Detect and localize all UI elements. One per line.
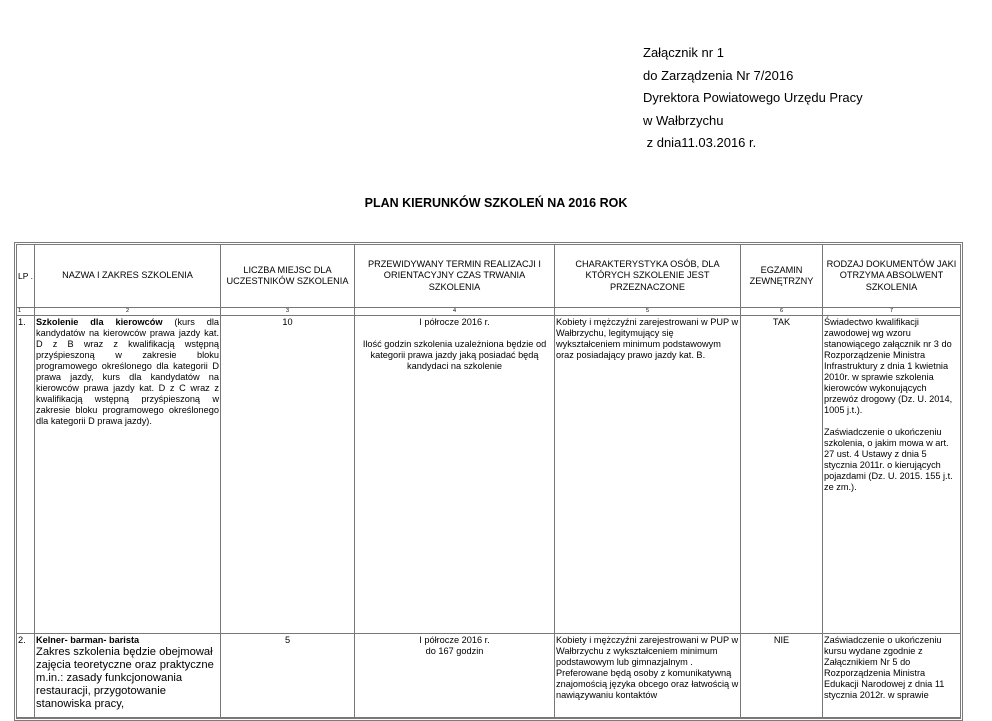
annex-line-2: do Zarządzenia Nr 7/2016 xyxy=(643,67,794,83)
row-documents xyxy=(823,316,960,634)
annex-line-4: w Wałbrzychu xyxy=(643,112,724,128)
row-places: 5 xyxy=(221,634,355,718)
document-title: PLAN KIERUNKÓW SZKOLEŃ NA 2016 ROK xyxy=(364,196,628,210)
column-number: 4 xyxy=(355,308,555,316)
row-name-description: (kurs dla kandydatów na kierowców prawa jazdy kat. D z B wraz z kwalifikacją wstępną przyśpieszoną w zakresie bloku programowego określonego dla kategorii D prawa jazdy, kurs dla kandydatów na kierowców prawa jazdy kat. D z C wraz z kwalifikacją wstępną przyśpieszoną w zakresie bloku programowego określonego dla kategorii D prawa jazdy). xyxy=(36,317,219,426)
header-row xyxy=(17,245,960,308)
row-term xyxy=(355,634,555,718)
training-plan-table xyxy=(14,242,963,721)
column-number: 3 xyxy=(221,308,355,316)
table-row xyxy=(17,634,960,718)
row-documents xyxy=(823,634,960,718)
row-name xyxy=(35,316,221,634)
header-exam: EGZAMIN ZEWNĘTRZNY xyxy=(741,245,823,308)
row-exam: TAK xyxy=(741,316,823,634)
header-name: NAZWA I ZAKRES SZKOLENIA xyxy=(35,245,221,308)
row-term-period: I półrocze 2016 r. xyxy=(419,317,490,327)
column-number: 7 xyxy=(823,308,960,316)
header-term: PRZEWIDYWANY TERMIN REALIZACJI I ORIENTACYJNY CZAS TRWANIA SZKOLENIA xyxy=(355,245,555,308)
row-term xyxy=(355,316,555,634)
row-name xyxy=(35,634,221,718)
row-name-description: Zakres szkolenia będzie obejmował zajęcia teoretyczne oraz praktyczne m.in.: zasady funkcjonowania restauracji, przygotowanie stanowiska pracy, xyxy=(36,646,214,710)
row-term-period: I półrocze 2016 r. xyxy=(419,635,490,645)
annex-line-1: Załącznik nr 1 xyxy=(643,45,724,60)
row-places: 10 xyxy=(221,316,355,634)
row-term-duration: do 167 godzin xyxy=(425,646,484,656)
table-row xyxy=(17,316,960,634)
annex-header xyxy=(643,42,863,155)
row-document-1: Świadectwo kwalifikacji zawodowej wg wzoru stanowiącego załącznik nr 3 do Rozporządzenie Ministra Infrastruktury z dnia 1 kwietnia 2010r. w sprawie szkolenia kierowców wykonujących przewóz drogowy (Dz. U. 2014, 1005 j.t.). xyxy=(824,317,953,415)
annex-line-5: z dnia11.03.2016 r. xyxy=(643,135,757,150)
row-document-2: Zaświadczenie o ukończeniu szkolenia, o jakim mowa w art. 27 ust. 4 Ustawy z dnia 5 stycznia 2011r. o kierujących pojazdami (Dz. U. 2015. 155 j.t. ze zm.). xyxy=(824,427,953,492)
column-number: 2 xyxy=(35,308,221,316)
row-document-1: Zaświadczenie o ukończeniu kursu wydane zgodnie z Załącznikiem Nr 5 do Rozporządzenia Ministra Edukacji Narodowej z dnia 11 stycznia 2012r. w sprawie xyxy=(824,635,945,700)
row-name-title: Szkolenie dla kierowców xyxy=(36,317,163,327)
column-number: 5 xyxy=(555,308,741,316)
header-places: LICZBA MIEJSC DLA UCZESTNIKÓW SZKOLENIA xyxy=(221,245,355,308)
row-term-duration: Ilość godzin szkolenia uzależniona będzie od kategorii prawa jazdy jaką posiadać będą kandydaci na szkolenie xyxy=(362,339,547,371)
annex-line-3: Dyrektora Powiatowego Urzędu Pracy xyxy=(643,90,863,105)
column-number: 1 xyxy=(17,308,35,316)
row-characteristics: Kobiety i mężczyźni zarejestrowani w PUP w Wałbrzychu, legitymujący się wykształceniem minimum podstawowym oraz posiadający prawo jazdy kat. B. xyxy=(555,316,741,634)
row-lp: 1. xyxy=(17,316,35,634)
row-characteristics: Kobiety i mężczyźni zarejestrowani w PUP w Wałbrzychu z wykształceniem minimum podstawowym lub gimnazjalnym . Preferowane będą osoby z komunikatywną znajomością języka obcego oraz łatwością w nawiązywaniu kontaktów xyxy=(555,634,741,718)
row-name-title: Kelner- barman- barista xyxy=(36,635,140,645)
header-characteristics: CHARAKTERYSTYKA OSÓB, DLA KTÓRYCH SZKOLENIE JEST PRZEZNACZONE xyxy=(555,245,741,308)
row-exam: NIE xyxy=(741,634,823,718)
row-lp: 2. xyxy=(17,634,35,718)
column-number: 6 xyxy=(741,308,823,316)
column-numbers-row xyxy=(17,308,960,316)
header-documents: RODZAJ DOKUMENTÓW JAKI OTRZYMA ABSOLWENT SZKOLENIA xyxy=(823,245,960,308)
header-lp: LP . xyxy=(17,245,35,308)
